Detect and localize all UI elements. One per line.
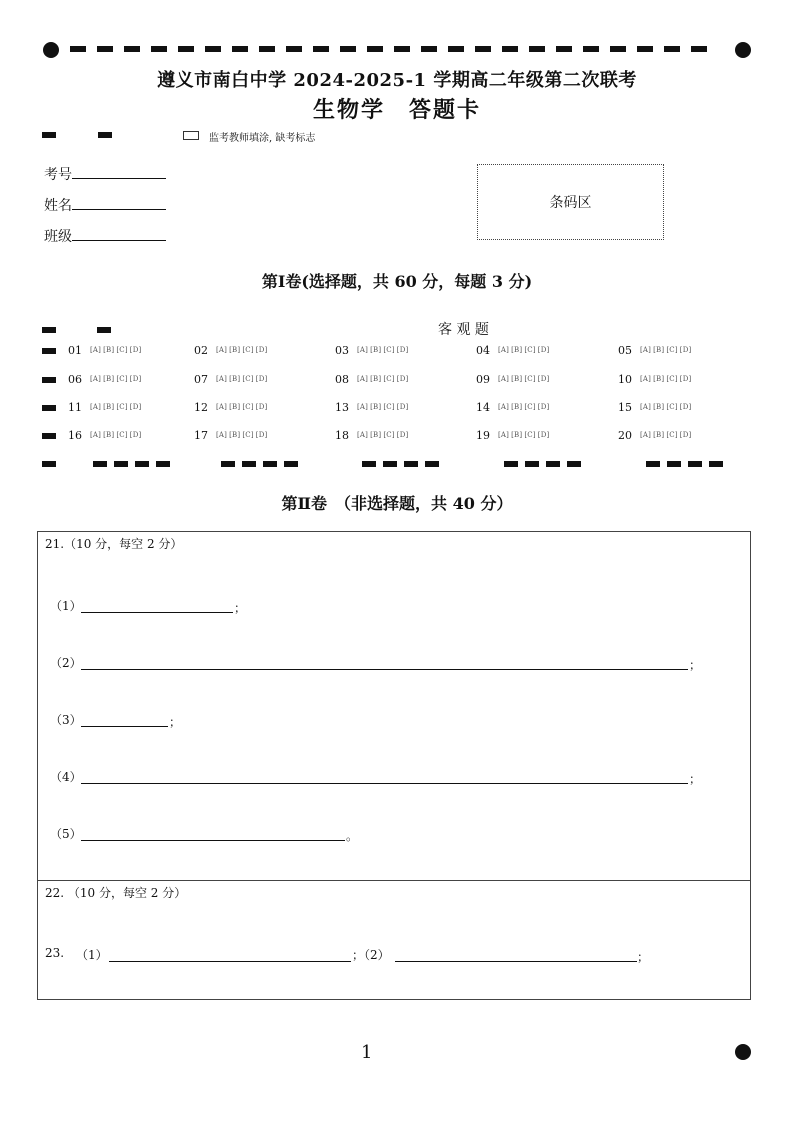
question-number: 10 bbox=[618, 373, 632, 386]
timing-mark-group bbox=[93, 461, 170, 467]
page-number: 1 bbox=[361, 1042, 373, 1063]
question-number: 13 bbox=[335, 401, 349, 414]
question-number: 18 bbox=[335, 429, 349, 442]
choice-option-bubble[interactable]: [A] bbox=[90, 375, 102, 383]
dash-mark bbox=[151, 46, 167, 52]
choice-option-bubble[interactable]: [C] bbox=[116, 431, 128, 439]
dash-mark bbox=[367, 46, 383, 52]
choice-option-bubble[interactable]: [B] bbox=[103, 375, 115, 383]
choice-option-bubble[interactable]: [A] bbox=[498, 346, 510, 354]
choice-option-bubble[interactable]: [A] bbox=[216, 346, 228, 354]
choice-option-bubble[interactable]: [D] bbox=[537, 403, 550, 411]
timing-mark bbox=[42, 327, 56, 333]
field-exam-number bbox=[44, 164, 166, 184]
name-input[interactable] bbox=[72, 195, 166, 210]
choice-option-bubble[interactable]: [B] bbox=[511, 403, 523, 411]
choice-question bbox=[618, 429, 693, 442]
q23-part1-label: （1） bbox=[76, 948, 108, 962]
choice-row bbox=[42, 401, 742, 415]
barcode-label: 条码区 bbox=[549, 195, 592, 211]
choice-question bbox=[194, 401, 269, 414]
dash-mark bbox=[529, 46, 545, 52]
choice-option-bubble[interactable]: [B] bbox=[511, 375, 523, 383]
dash-mark bbox=[664, 46, 680, 52]
choice-option-bubble[interactable]: [C] bbox=[116, 375, 128, 383]
answer-divider bbox=[37, 880, 751, 881]
choice-question bbox=[194, 344, 269, 357]
dash-mark bbox=[178, 46, 194, 52]
barcode-area bbox=[477, 164, 664, 240]
q21-item-end: ； bbox=[234, 601, 247, 615]
choice-option-bubble[interactable]: [D] bbox=[396, 346, 409, 354]
timing-mark-group bbox=[221, 461, 298, 467]
section2-title: 第Ⅱ卷 （非选择题，共 40 分） bbox=[281, 494, 513, 513]
choice-row bbox=[42, 429, 742, 443]
timing-mark bbox=[42, 461, 56, 467]
exam-title: 遵义市南白中学 2024-2025-1 学期高二年级第二次联考 bbox=[157, 70, 637, 91]
dash-mark bbox=[97, 46, 113, 52]
q21-answer-5[interactable] bbox=[81, 839, 345, 841]
q23-end: ； bbox=[637, 950, 650, 964]
choice-option-bubble[interactable]: [C] bbox=[524, 346, 536, 354]
timing-mark bbox=[97, 327, 111, 333]
q21-item-end: ； bbox=[689, 772, 702, 786]
q21-item-end: 。 bbox=[346, 829, 359, 843]
choice-option-bubble[interactable]: [B] bbox=[653, 403, 665, 411]
dash-mark bbox=[340, 46, 356, 52]
question-number: 04 bbox=[476, 344, 490, 357]
choice-question bbox=[335, 401, 410, 414]
choice-option-bubble[interactable]: [A] bbox=[357, 403, 369, 411]
choice-option-bubble[interactable]: [C] bbox=[116, 346, 128, 354]
choice-option-bubble[interactable]: [C] bbox=[242, 431, 254, 439]
choice-option-bubble[interactable]: [B] bbox=[370, 431, 382, 439]
timing-mark bbox=[42, 405, 56, 411]
choice-option-bubble[interactable]: [B] bbox=[370, 403, 382, 411]
choice-option-bubble[interactable]: [D] bbox=[679, 403, 692, 411]
choice-option-bubble[interactable]: [A] bbox=[357, 346, 369, 354]
choice-option-bubble[interactable]: [B] bbox=[653, 375, 665, 383]
q23-answer-1[interactable] bbox=[109, 960, 351, 962]
dash-mark bbox=[259, 46, 275, 52]
timing-mark bbox=[42, 132, 56, 138]
question-number: 05 bbox=[618, 344, 632, 357]
choice-option-bubble[interactable]: [A] bbox=[90, 403, 102, 411]
top-dash-line bbox=[70, 46, 707, 52]
dash-mark bbox=[448, 46, 464, 52]
choice-option-bubble[interactable]: [C] bbox=[242, 346, 254, 354]
choice-question bbox=[194, 373, 269, 386]
question-number: 11 bbox=[68, 401, 82, 414]
q23-answer-2[interactable] bbox=[395, 960, 637, 962]
choice-question bbox=[68, 401, 143, 414]
choice-question bbox=[68, 373, 143, 386]
choice-option-bubble[interactable]: [C] bbox=[666, 375, 678, 383]
class-input[interactable] bbox=[72, 226, 166, 241]
choice-option-bubble[interactable]: [C] bbox=[383, 403, 395, 411]
choice-option-bubble[interactable]: [D] bbox=[129, 375, 142, 383]
q21-item-end: ； bbox=[689, 658, 702, 672]
corner-marker-bottom-right bbox=[735, 1044, 751, 1060]
choice-option-bubble[interactable]: [C] bbox=[242, 375, 254, 383]
field-label: 姓名 bbox=[44, 198, 72, 214]
dash-mark bbox=[502, 46, 518, 52]
choice-option-bubble[interactable]: [B] bbox=[511, 431, 523, 439]
choice-option-bubble[interactable]: [B] bbox=[229, 346, 241, 354]
field-label: 班级 bbox=[44, 229, 72, 245]
choice-question bbox=[476, 429, 551, 442]
question-number: 20 bbox=[618, 429, 632, 442]
choice-option-bubble[interactable]: [B] bbox=[229, 375, 241, 383]
timing-mark bbox=[42, 377, 56, 383]
q22-header: 22. （10 分，每空 2 分） bbox=[45, 886, 187, 900]
corner-marker-top-right bbox=[735, 42, 751, 58]
choice-question bbox=[618, 344, 693, 357]
section1-title: 第Ⅰ卷(选择题，共 60 分，每题 3 分) bbox=[261, 272, 533, 291]
q21-header: 21.（10 分，每空 2 分） bbox=[45, 537, 183, 551]
timing-mark-group bbox=[362, 461, 439, 467]
question-number: 03 bbox=[335, 344, 349, 357]
choice-option-bubble[interactable]: [B] bbox=[229, 431, 241, 439]
dash-mark bbox=[475, 46, 491, 52]
dash-mark bbox=[556, 46, 572, 52]
choice-option-bubble[interactable]: [C] bbox=[666, 431, 678, 439]
choice-option-bubble[interactable]: [D] bbox=[679, 375, 692, 383]
q21-answer-3[interactable] bbox=[81, 725, 168, 727]
choice-option-bubble[interactable]: [C] bbox=[383, 375, 395, 383]
absent-note: 监考教师填涂, 缺考标志 bbox=[209, 133, 316, 144]
question-number: 12 bbox=[194, 401, 208, 414]
choice-option-bubble[interactable]: [B] bbox=[653, 431, 665, 439]
choice-option-bubble[interactable]: [B] bbox=[370, 375, 382, 383]
choice-option-bubble[interactable]: [A] bbox=[640, 431, 652, 439]
choice-option-bubble[interactable]: [A] bbox=[357, 375, 369, 383]
choice-option-bubble[interactable]: [A] bbox=[640, 403, 652, 411]
question-number: 01 bbox=[68, 344, 82, 357]
timing-mark-group bbox=[646, 461, 723, 467]
question-number: 07 bbox=[194, 373, 208, 386]
exam-number-input[interactable] bbox=[72, 164, 166, 179]
question-number: 16 bbox=[68, 429, 82, 442]
choice-option-bubble[interactable]: [A] bbox=[640, 346, 652, 354]
objective-label: 客 观 题 bbox=[438, 322, 489, 338]
q21-answer-1[interactable] bbox=[81, 611, 233, 613]
choice-option-bubble[interactable]: [A] bbox=[640, 375, 652, 383]
choice-option-bubble[interactable]: [C] bbox=[524, 403, 536, 411]
field-name bbox=[44, 195, 166, 215]
choice-option-bubble[interactable]: [C] bbox=[383, 431, 395, 439]
choice-option-bubble[interactable]: [B] bbox=[653, 346, 665, 354]
q23-number: 23. bbox=[45, 946, 65, 960]
timing-mark-group bbox=[504, 461, 581, 467]
choice-option-bubble[interactable]: [B] bbox=[103, 403, 115, 411]
q23-separator: ；（2） bbox=[352, 948, 390, 962]
dash-mark bbox=[286, 46, 302, 52]
choice-option-bubble[interactable]: [A] bbox=[498, 431, 510, 439]
dash-mark bbox=[610, 46, 626, 52]
dash-mark bbox=[583, 46, 599, 52]
dash-mark bbox=[205, 46, 221, 52]
choice-option-bubble[interactable]: [D] bbox=[679, 431, 692, 439]
choice-option-bubble[interactable]: [C] bbox=[524, 375, 536, 383]
choice-question bbox=[618, 373, 693, 386]
dash-mark bbox=[637, 46, 653, 52]
choice-option-bubble[interactable]: [D] bbox=[396, 431, 409, 439]
choice-question bbox=[335, 344, 410, 357]
bottom-timing-marks bbox=[0, 461, 794, 469]
timing-mark bbox=[42, 348, 56, 354]
choice-option-bubble[interactable]: [A] bbox=[216, 431, 228, 439]
choice-option-bubble[interactable]: [C] bbox=[242, 403, 254, 411]
choice-question bbox=[476, 344, 551, 357]
q21-item-label: （3） bbox=[50, 713, 82, 727]
choice-option-bubble[interactable]: [C] bbox=[383, 346, 395, 354]
dash-mark bbox=[124, 46, 140, 52]
choice-option-bubble[interactable]: [A] bbox=[498, 403, 510, 411]
choice-option-bubble[interactable]: [D] bbox=[255, 346, 268, 354]
dash-mark bbox=[313, 46, 329, 52]
choice-option-bubble[interactable]: [D] bbox=[537, 346, 550, 354]
choice-option-bubble[interactable]: [D] bbox=[679, 346, 692, 354]
subject-title: 生物学 答题卡 bbox=[312, 97, 481, 123]
choice-question bbox=[476, 401, 551, 414]
choice-option-bubble[interactable]: [C] bbox=[524, 431, 536, 439]
dash-mark bbox=[232, 46, 248, 52]
choice-option-bubble[interactable]: [A] bbox=[216, 403, 228, 411]
question-number: 19 bbox=[476, 429, 490, 442]
choice-option-bubble[interactable]: [B] bbox=[103, 346, 115, 354]
question-number: 06 bbox=[68, 373, 82, 386]
timing-mark bbox=[42, 433, 56, 439]
q21-item-label: （1） bbox=[50, 599, 82, 613]
choice-option-bubble[interactable]: [A] bbox=[357, 431, 369, 439]
field-label: 考号 bbox=[44, 167, 72, 183]
q21-item-label: （5） bbox=[50, 827, 82, 841]
q21-item-label: （4） bbox=[50, 770, 82, 784]
choice-option-bubble[interactable]: [C] bbox=[666, 346, 678, 354]
choice-option-bubble[interactable]: [B] bbox=[370, 346, 382, 354]
choice-option-bubble[interactable]: [D] bbox=[537, 431, 550, 439]
choice-option-bubble[interactable]: [D] bbox=[129, 346, 142, 354]
choice-question bbox=[335, 429, 410, 442]
choice-row bbox=[42, 373, 742, 387]
answer-box bbox=[37, 531, 751, 1000]
corner-marker-top-left bbox=[43, 42, 59, 58]
question-number: 02 bbox=[194, 344, 208, 357]
choice-option-bubble[interactable]: [D] bbox=[537, 375, 550, 383]
choice-option-bubble[interactable]: [C] bbox=[666, 403, 678, 411]
choice-option-bubble[interactable]: [D] bbox=[396, 403, 409, 411]
choice-option-bubble[interactable]: [A] bbox=[90, 431, 102, 439]
choice-question bbox=[335, 373, 410, 386]
choice-question bbox=[68, 344, 143, 357]
choice-question bbox=[476, 373, 551, 386]
question-number: 14 bbox=[476, 401, 490, 414]
question-number: 08 bbox=[335, 373, 349, 386]
dash-mark bbox=[70, 46, 86, 52]
timing-mark bbox=[98, 132, 112, 138]
choice-option-bubble[interactable]: [B] bbox=[229, 403, 241, 411]
q21-answer-2[interactable] bbox=[81, 668, 688, 670]
choice-option-bubble[interactable]: [A] bbox=[90, 346, 102, 354]
choice-option-bubble[interactable]: [D] bbox=[255, 375, 268, 383]
q21-item-end: ； bbox=[169, 715, 182, 729]
choice-option-bubble[interactable]: [D] bbox=[129, 403, 142, 411]
choice-question bbox=[194, 429, 269, 442]
dash-mark bbox=[394, 46, 410, 52]
q21-item-label: （2） bbox=[50, 656, 82, 670]
dash-mark bbox=[421, 46, 437, 52]
choice-option-bubble[interactable]: [D] bbox=[129, 431, 142, 439]
choice-option-bubble[interactable]: [D] bbox=[396, 375, 409, 383]
choice-option-bubble[interactable]: [B] bbox=[103, 431, 115, 439]
choice-option-bubble[interactable]: [A] bbox=[498, 375, 510, 383]
q21-answer-4[interactable] bbox=[81, 782, 688, 784]
choice-option-bubble[interactable]: [C] bbox=[116, 403, 128, 411]
question-number: 17 bbox=[194, 429, 208, 442]
question-number: 15 bbox=[618, 401, 632, 414]
dash-mark bbox=[691, 46, 707, 52]
choice-option-bubble[interactable]: [A] bbox=[216, 375, 228, 383]
choice-option-bubble[interactable]: [D] bbox=[255, 431, 268, 439]
choice-option-bubble[interactable]: [B] bbox=[511, 346, 523, 354]
question-number: 09 bbox=[476, 373, 490, 386]
field-class bbox=[44, 226, 166, 246]
absent-checkbox[interactable] bbox=[183, 131, 199, 140]
choice-option-bubble[interactable]: [D] bbox=[255, 403, 268, 411]
choice-question bbox=[68, 429, 143, 442]
choice-row bbox=[42, 344, 742, 358]
choice-question bbox=[618, 401, 693, 414]
